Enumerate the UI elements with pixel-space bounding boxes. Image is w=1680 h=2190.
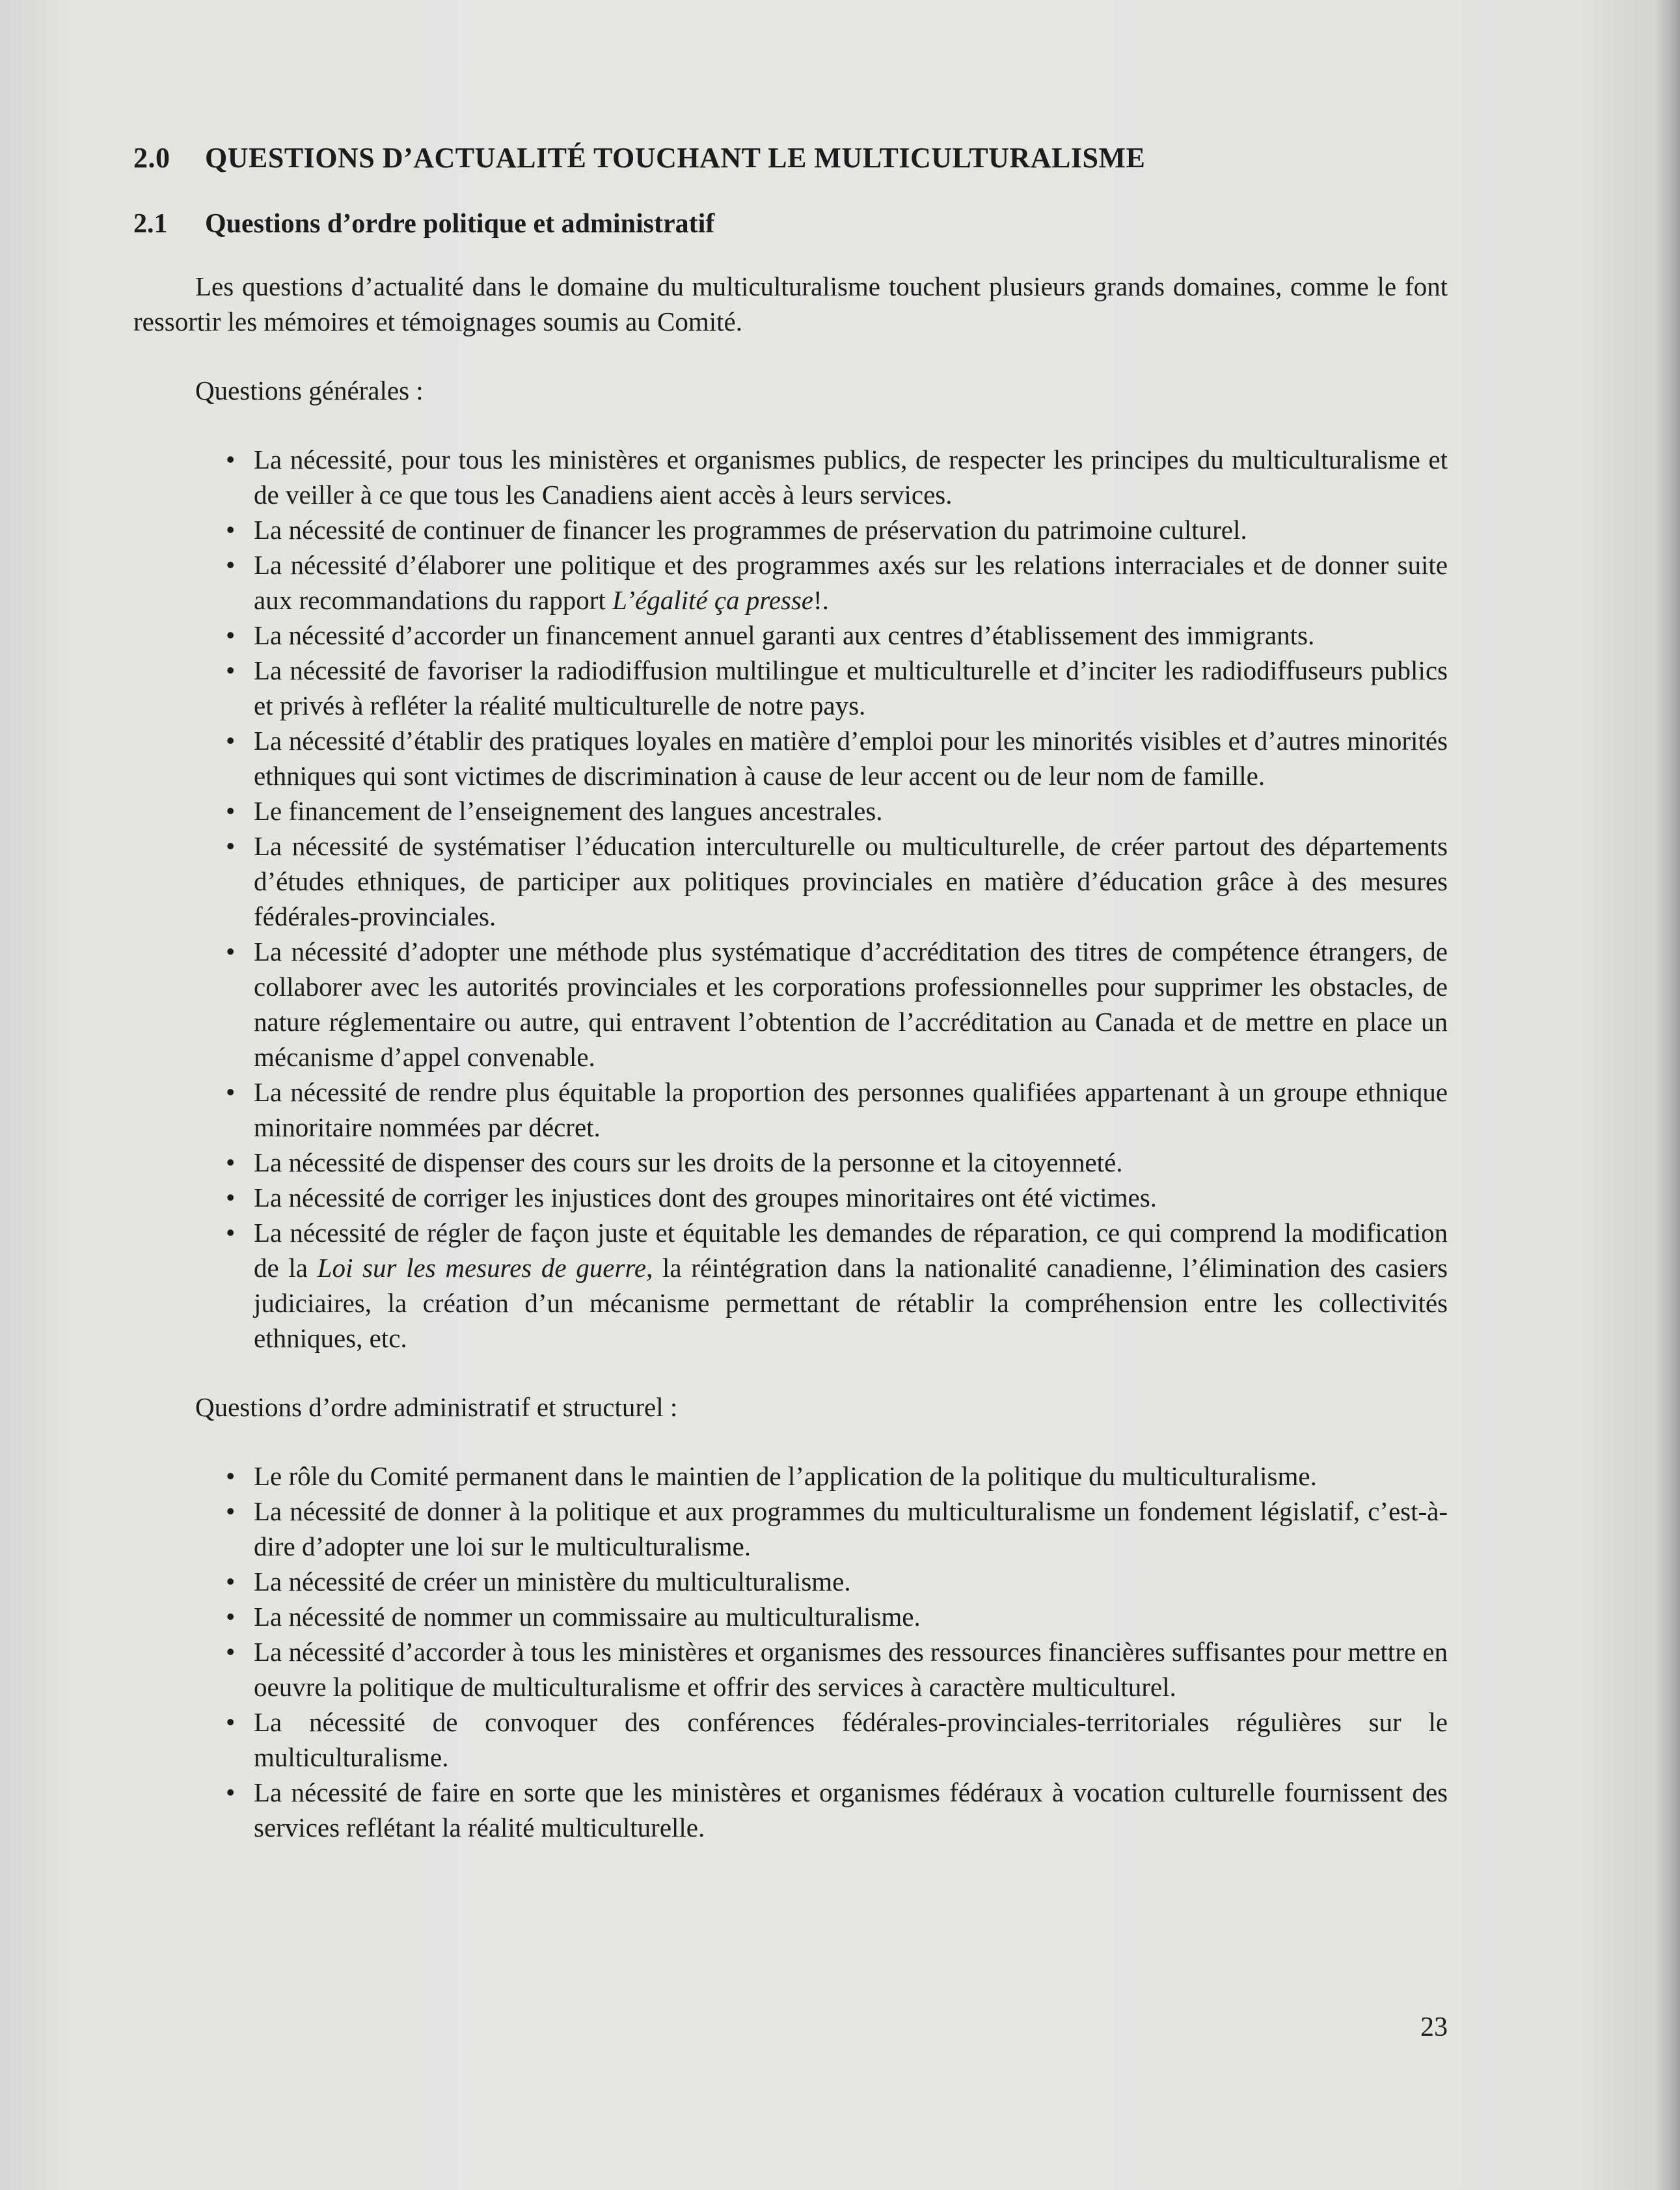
- list-item: • La nécessité d’établir des pratiques loyales en matière d’emploi pour les minorités visibles et d’autres minorités ethniques qui sont victimes de discrimination à cause de leur accent ou de leur nom de famille.: [254, 723, 1448, 793]
- list-item: • La nécessité de créer un ministère du multiculturalisme.: [254, 1564, 1448, 1599]
- bullet-icon: •: [226, 550, 236, 580]
- list-item: • Le financement de l’enseignement des langues ancestrales.: [254, 793, 1448, 828]
- administrative-questions-label: Questions d’ordre administratif et structurel :: [195, 1392, 678, 1422]
- bullet-icon: •: [226, 1602, 236, 1632]
- section-title: QUESTIONS D’ACTUALITÉ TOUCHANT LE MULTICULTURALISME: [205, 142, 1146, 174]
- bullet-icon: •: [226, 1707, 236, 1737]
- list-item: • La nécessité de continuer de financer les programmes de préservation du patrimoine culturel.: [254, 512, 1448, 547]
- bullet-icon: •: [226, 620, 236, 650]
- bullet-icon: •: [226, 726, 236, 756]
- bullet-icon: •: [226, 937, 236, 966]
- section-number: 2.0: [133, 142, 170, 174]
- list-item: • La nécessité, pour tous les ministères et organismes publics, de respecter les principes du multiculturalisme et de veiller à ce que tous les Canadiens aient accès à leurs services.: [254, 442, 1448, 512]
- list-item: • La nécessité de faire en sorte que les ministères et organismes fédéraux à vocation culturelle fournissent des services reflétant la réalité multiculturelle.: [254, 1775, 1448, 1845]
- intro-paragraph: Les questions d’actualité dans le domaine du multiculturalisme touchent plusieurs grands domaines, comme le font ressortir les mémoires et témoignages soumis au Comité.: [133, 271, 1448, 336]
- list-item: • La nécessité d’accorder à tous les ministères et organismes des ressources financières suffisantes pour mettre en oeuvre la politique de multiculturalisme et offrir des services à caractère multiculturel.: [254, 1634, 1448, 1704]
- bullet-icon: •: [226, 1077, 236, 1107]
- law-title: Loi sur les mesures de guerre: [317, 1253, 647, 1283]
- general-questions-list: [133, 442, 1448, 1356]
- general-questions-label: Questions générales :: [195, 376, 424, 405]
- report-title: L’égalité ça presse: [612, 585, 814, 615]
- subsection-title: Questions d’ordre politique et administratif: [205, 209, 715, 239]
- bullet-icon: •: [226, 1496, 236, 1526]
- bullet-icon: •: [226, 831, 236, 861]
- subsection-heading: [133, 206, 1448, 241]
- list-item: • La nécessité de rendre plus équitable la proportion des personnes qualifiées appartenant à un groupe ethnique minoritaire nommées par décret.: [254, 1074, 1448, 1145]
- bullet-icon: •: [226, 655, 236, 685]
- bullet-icon: •: [226, 1777, 236, 1807]
- bullet-icon: •: [226, 1183, 236, 1212]
- list-item: • La nécessité de favoriser la radiodiffusion multilingue et multiculturelle et d’inciter les radiodiffuseurs publics et privés à refléter la réalité multiculturelle de notre pays.: [254, 653, 1448, 723]
- list-item: • La nécessité de nommer un commissaire au multiculturalisme.: [254, 1599, 1448, 1634]
- list-item: • La nécessité de convoquer des conférences fédérales-provinciales-territoriales régulières sur le multiculturalisme.: [254, 1704, 1448, 1775]
- list-item: • La nécessité de régler de façon juste et équitable les demandes de réparation, ce qui comprend la modification de la Loi sur les mesures de guerre, la réintégration dans la nationalité canadienne, l’élimination des casiers judiciaires, la création d’un mécanisme permettant de rétablir la compréhension entre les collectivités ethniques, etc.: [254, 1215, 1448, 1356]
- bullet-icon: •: [226, 1637, 236, 1667]
- bullet-icon: •: [226, 796, 236, 826]
- page-content: [133, 140, 1448, 1879]
- list-item: • La nécessité d’élaborer une politique et des programmes axés sur les relations interraciales et de donner suite aux recommandations du rapport L’égalité ça presse!.: [254, 547, 1448, 618]
- list-item: • La nécessité d’accorder un financement annuel garanti aux centres d’établissement des immigrants.: [254, 618, 1448, 653]
- section-heading: [133, 140, 1448, 176]
- bullet-icon: •: [226, 1461, 236, 1491]
- list-item: • La nécessité de systématiser l’éducation interculturelle ou multiculturelle, de créer partout des départements d’études ethniques, de participer aux politiques provinciales en matière d’éducation grâce à des mesures fédérales-provinciales.: [254, 828, 1448, 934]
- list-item: • Le rôle du Comité permanent dans le maintien de l’application de la politique du multiculturalisme.: [254, 1458, 1448, 1494]
- list-item: • La nécessité de corriger les injustices dont des groupes minoritaires ont été victimes.: [254, 1180, 1448, 1215]
- list-item: • La nécessité d’adopter une méthode plus systématique d’accréditation des titres de compétence étrangers, de collaborer avec les autorités provinciales et les corporations professionnelles pour supprimer les obstacles, de nature réglementaire ou autre, qui entravent l’obtention de l’accréditation au Canada et de mettre en place un mécanisme d’appel convenable.: [254, 934, 1448, 1074]
- page-edge-shadow: [1653, 0, 1680, 2190]
- bullet-icon: •: [226, 1218, 236, 1248]
- bullet-icon: •: [226, 1567, 236, 1596]
- bullet-icon: •: [226, 1147, 236, 1177]
- bullet-icon: •: [226, 515, 236, 545]
- page-number: 23: [1420, 2012, 1448, 2042]
- administrative-questions-list: [133, 1458, 1448, 1845]
- subsection-number: 2.1: [133, 209, 168, 239]
- list-item: • La nécessité de donner à la politique et aux programmes du multiculturalisme un fondement législatif, c’est-à-dire d’adopter une loi sur le multiculturalisme.: [254, 1494, 1448, 1564]
- bullet-icon: •: [226, 445, 236, 474]
- list-item: • La nécessité de dispenser des cours sur les droits de la personne et la citoyenneté.: [254, 1145, 1448, 1180]
